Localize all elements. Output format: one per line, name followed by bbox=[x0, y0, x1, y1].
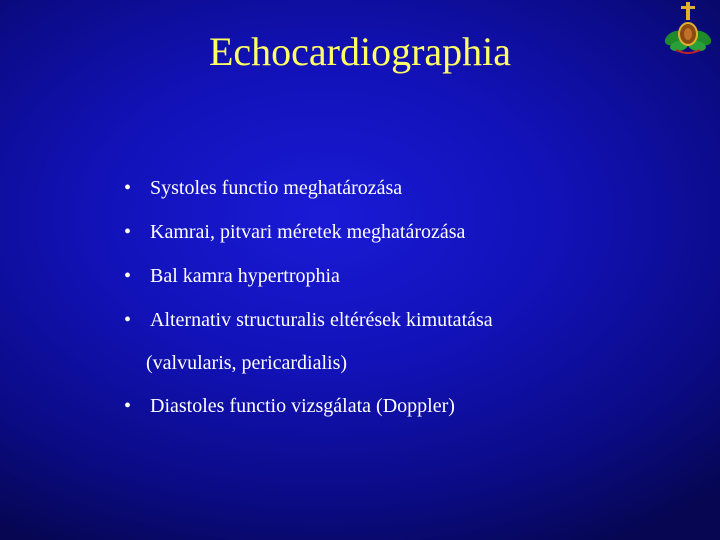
crowned-wreath-emblem-icon bbox=[662, 0, 714, 56]
bullet-dot: • bbox=[124, 309, 132, 331]
list-item bbox=[124, 384, 493, 428]
bullet-dot: • bbox=[124, 177, 132, 199]
bullet-text: Diastoles functio vizsgálata (Doppler) bbox=[150, 395, 455, 417]
bullet-text: Kamrai, pitvari méretek meghatározása bbox=[150, 221, 466, 243]
bullet-dot: • bbox=[124, 395, 132, 417]
bullet-text: Bal kamra hypertrophia bbox=[150, 265, 340, 287]
bullet-text: Alternativ structuralis eltérések kimutatása bbox=[150, 309, 493, 331]
list-item bbox=[124, 298, 493, 342]
bullet-dot: • bbox=[124, 265, 132, 287]
list-item bbox=[124, 166, 493, 210]
bullet-text: Systoles functio meghatározása bbox=[150, 177, 403, 199]
list-item bbox=[124, 210, 493, 254]
slide-title: Echocardiographia bbox=[208, 29, 512, 74]
bullet-continuation: (valvularis, pericardialis) bbox=[146, 352, 348, 374]
bullet-list bbox=[124, 166, 493, 428]
list-item bbox=[124, 254, 493, 298]
bullet-dot: • bbox=[124, 221, 132, 243]
